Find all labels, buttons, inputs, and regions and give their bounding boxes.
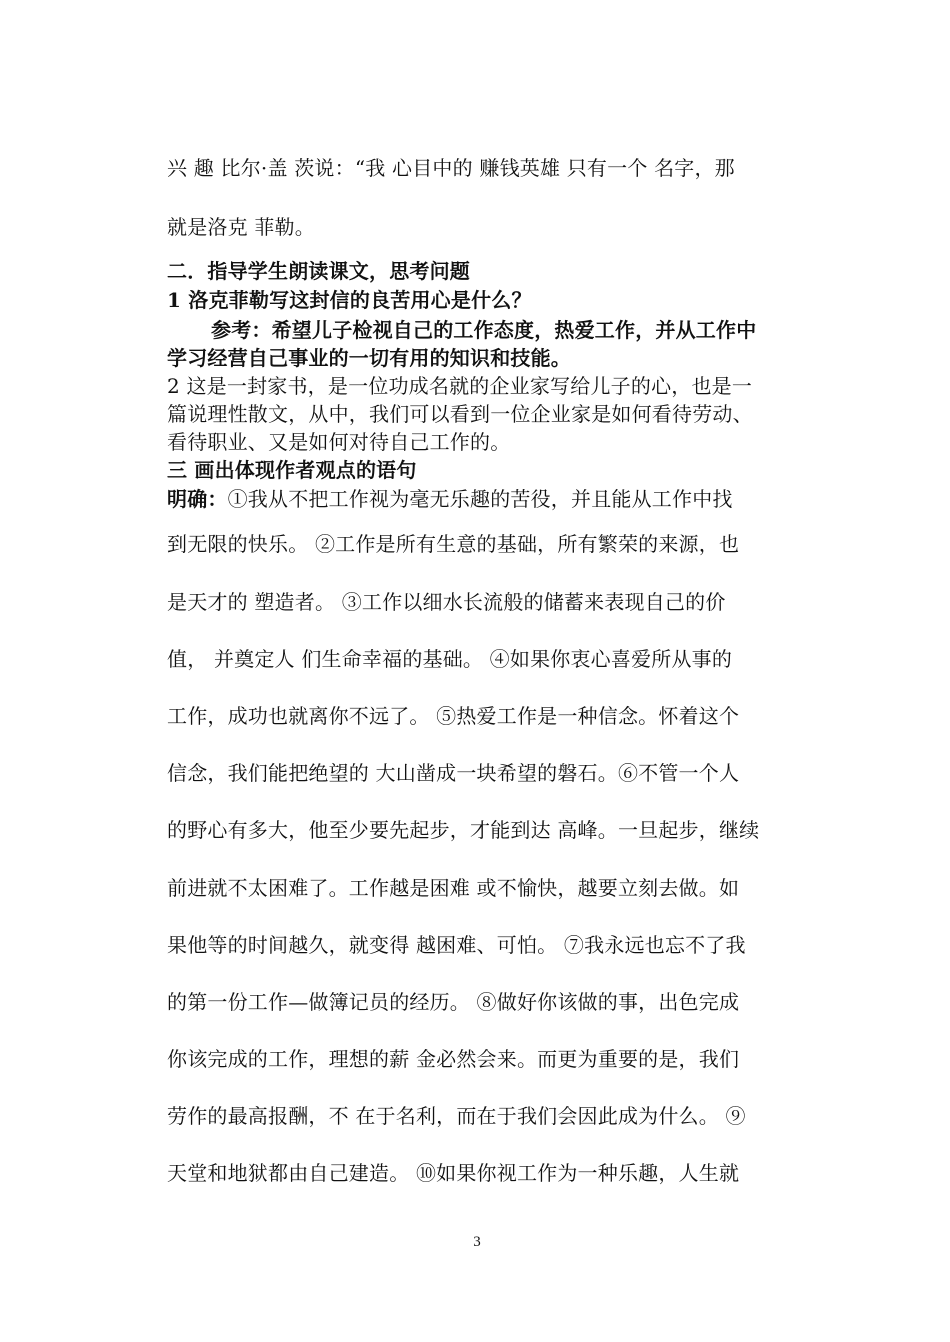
answer-text: ①我从不把工作视为毫无乐趣的苦役，并且能从工作中找 bbox=[227, 487, 733, 511]
text-line: 是天才的 塑造者。 ③工作以细水长流般的储蓄来表现自己的价 bbox=[167, 590, 726, 614]
text-line: 果他等的时间越久，就变得 越困难、可怕。 ⑦我永远也忘不了我 bbox=[167, 933, 746, 957]
page-number: 3 bbox=[473, 1234, 481, 1250]
reference-answer: 学习经营自己事业的一切有用的知识和技能。 bbox=[167, 346, 571, 370]
text-line: 信念，我们能把绝望的 大山凿成一块希望的磐石。⑥不管一个人 bbox=[167, 761, 740, 785]
text-line: 值， 并奠定人 们生命幸福的基础。 ④如果你衷心喜爱所从事的 bbox=[167, 647, 733, 671]
section-heading: 二．指导学生朗读课文，思考问题 bbox=[167, 259, 470, 283]
text-line: 篇说理性散文，从中，我们可以看到一位企业家是如何看待劳动、 bbox=[167, 402, 753, 426]
text-line: 前进就不太困难了。工作越是困难 或不愉快，越要立刻去做。如 bbox=[167, 876, 740, 900]
text-line: 到无限的快乐。 ②工作是所有生意的基础，所有繁荣的来源，也 bbox=[167, 532, 740, 556]
reference-answer: 参考：希望儿子检视自己的工作态度，热爱工作，并从工作中 bbox=[211, 318, 757, 342]
text-line: 天堂和地狱都由自己建造。 ⑩如果你视工作为一种乐趣，人生就 bbox=[167, 1161, 740, 1185]
text-line: 2 这是一封家书，是一位功成名就的企业家写给儿子的心，也是一 bbox=[167, 374, 753, 398]
text-line: 的野心有多大，他至少要先起步，才能到达 高峰。一旦起步，继续 bbox=[167, 818, 760, 842]
document-page bbox=[167, 0, 787, 1342]
answer-label: 明确： bbox=[167, 487, 228, 511]
question-heading: 1 洛克菲勒写这封信的良苦用心是什么？ bbox=[167, 288, 532, 312]
text-line: 兴 趣 比尔·盖 茨说：“我 心目中的 赚钱英雄 只有一个 名字，那 bbox=[167, 156, 735, 180]
answer-line bbox=[167, 485, 787, 513]
text-line: 的第一份工作—做簿记员的经历。 ⑧做好你该做的事，出色完成 bbox=[167, 990, 740, 1014]
section-heading: 三 画出体现作者观点的语句 bbox=[167, 458, 417, 482]
text-line: 就是洛克 菲勒。 bbox=[167, 215, 315, 239]
text-line: 看待职业、又是如何对待自己工作的。 bbox=[167, 430, 511, 454]
text-line: 你该完成的工作，理想的薪 金必然会来。而更为重要的是，我们 bbox=[167, 1047, 740, 1071]
text-line: 劳作的最高报酬，不 在于名利，而在于我们会因此成为什么。 ⑨ bbox=[167, 1104, 746, 1128]
text-line: 工作，成功也就离你不远了。 ⑤热爱工作是一种信念。怀着这个 bbox=[167, 704, 740, 728]
